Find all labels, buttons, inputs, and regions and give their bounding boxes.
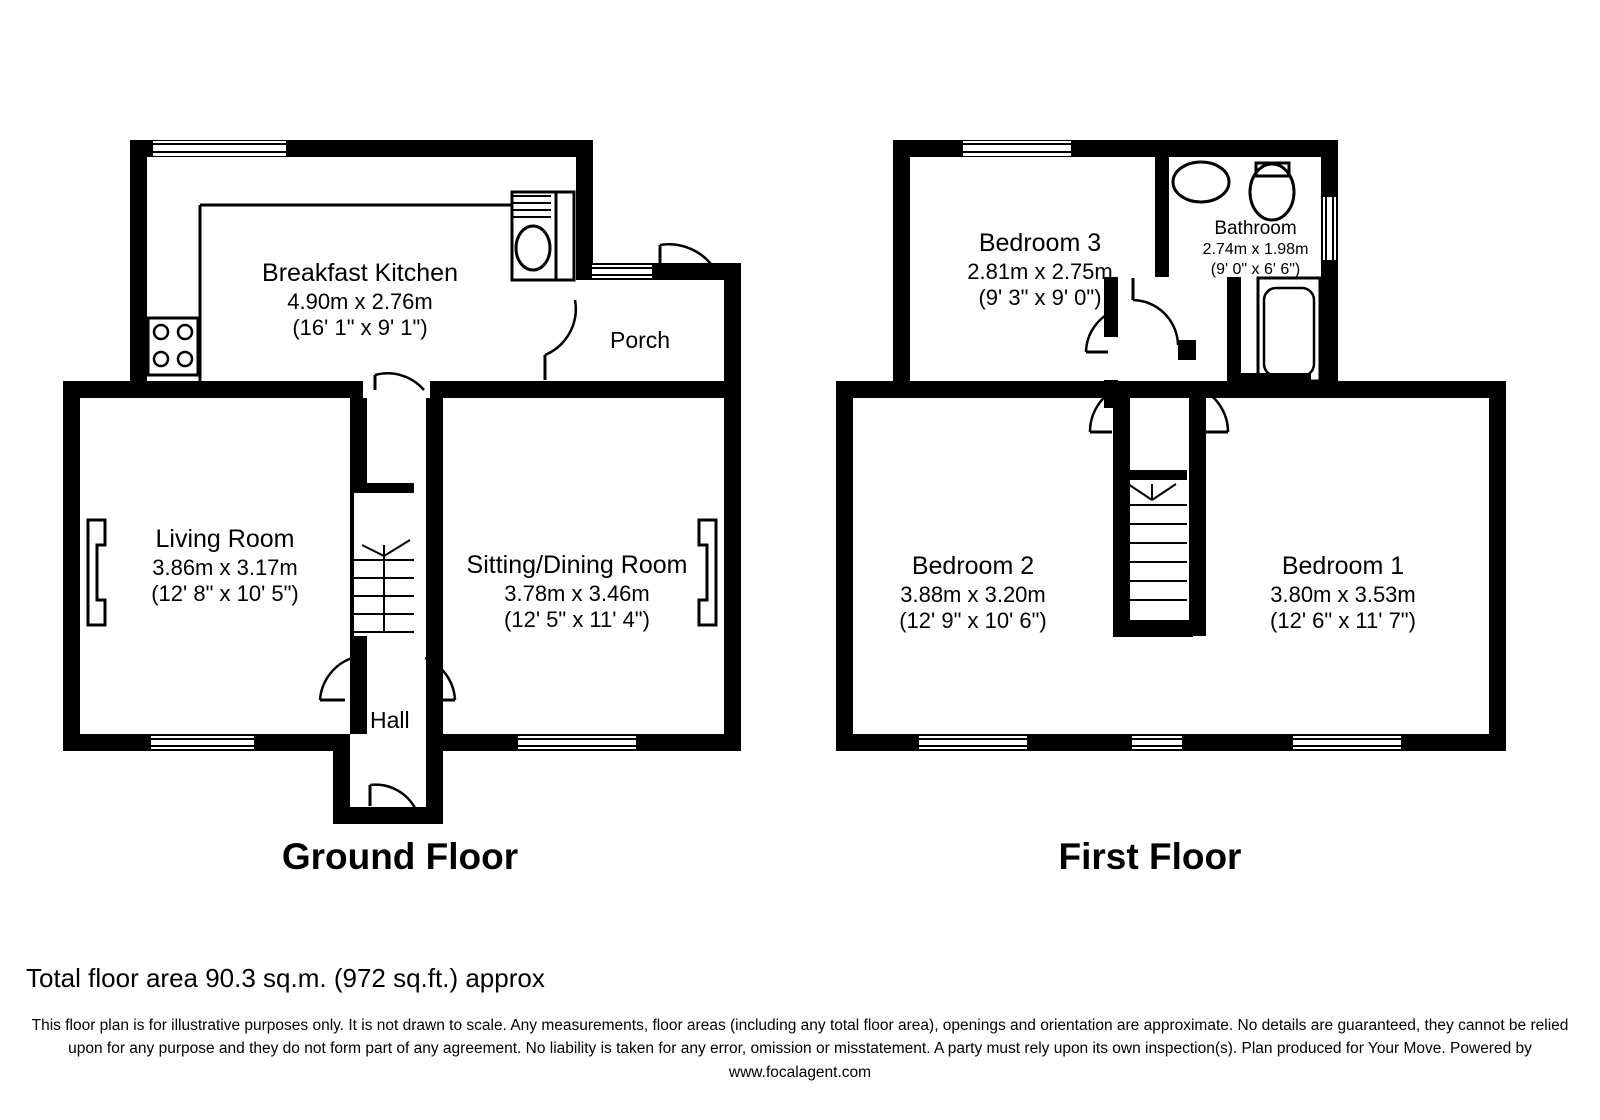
- room-name: Bedroom 1: [1281, 552, 1405, 580]
- room-dims-imperial: (9' 0" x 6' 6"): [1210, 260, 1301, 278]
- room-dims-metric: 3.86m x 3.17m: [152, 554, 298, 580]
- room-dims-imperial: (9' 3" x 9' 0"): [978, 285, 1102, 311]
- room-dims-imperial: (12' 5" x 11' 4"): [504, 607, 650, 633]
- room-name: Bathroom: [1214, 218, 1297, 239]
- floor-title-ground: [150, 836, 650, 878]
- room-label-porch: [610, 327, 670, 354]
- room-name: Bedroom 3: [978, 229, 1102, 257]
- room-dims-imperial: (16' 1" x 9' 1"): [292, 315, 428, 341]
- room-name: Breakfast Kitchen: [262, 259, 458, 287]
- floor-title-first: [915, 836, 1385, 878]
- floor-title-text: First Floor: [1058, 836, 1242, 877]
- disclaimer-text: This floor plan is for illustrative purposes only. It is not drawn to scale. Any measurements, floor areas (including any total floor area), openings and orientation are approximate. No details are guaranteed, they cannot be relied upon for any purpose and they do not form part of any agreement. No liability is taken for any error, omission or misstatement. A party must rely upon its own inspection(s). Plan produced for Your Move. Powered by www.focalagent.com: [31, 1017, 1569, 1081]
- room-name: Hall: [370, 707, 410, 733]
- room-dims-imperial: (12' 9" x 10' 6"): [899, 608, 1047, 634]
- total-floor-area: Total floor area 90.3 sq.m. (972 sq.ft.) approx: [26, 963, 545, 993]
- room-name: Sitting/Dining Room: [466, 551, 688, 579]
- room-dims-metric: 2.74m x 1.98m: [1202, 241, 1309, 259]
- room-dims-metric: 3.78m x 3.46m: [504, 580, 650, 606]
- room-label-bedroom-2: [858, 551, 1088, 635]
- room-name: Bedroom 2: [911, 552, 1035, 580]
- room-dims-imperial: (12' 8" x 10' 5"): [151, 581, 299, 607]
- room-dims-metric: 3.80m x 3.53m: [1270, 581, 1416, 607]
- room-label-hall: [370, 707, 410, 734]
- room-label-sitting-dining-room: [452, 550, 702, 634]
- room-label-breakfast-kitchen: [235, 258, 485, 342]
- room-dims-metric: 3.88m x 3.20m: [900, 581, 1046, 607]
- room-label-bathroom: [1168, 217, 1343, 279]
- room-dims-metric: 4.90m x 2.76m: [287, 288, 433, 314]
- room-label-living-room: [100, 524, 350, 608]
- room-name: Living Room: [155, 525, 295, 553]
- room-dims-imperial: (12' 6" x 11' 7"): [1270, 608, 1416, 634]
- room-dims-metric: 2.81m x 2.75m: [967, 258, 1113, 284]
- room-label-bedroom-3: [925, 228, 1155, 312]
- room-label-bedroom-1: [1228, 551, 1458, 635]
- room-name: Porch: [610, 327, 671, 353]
- floor-title-text: Ground Floor: [281, 836, 519, 877]
